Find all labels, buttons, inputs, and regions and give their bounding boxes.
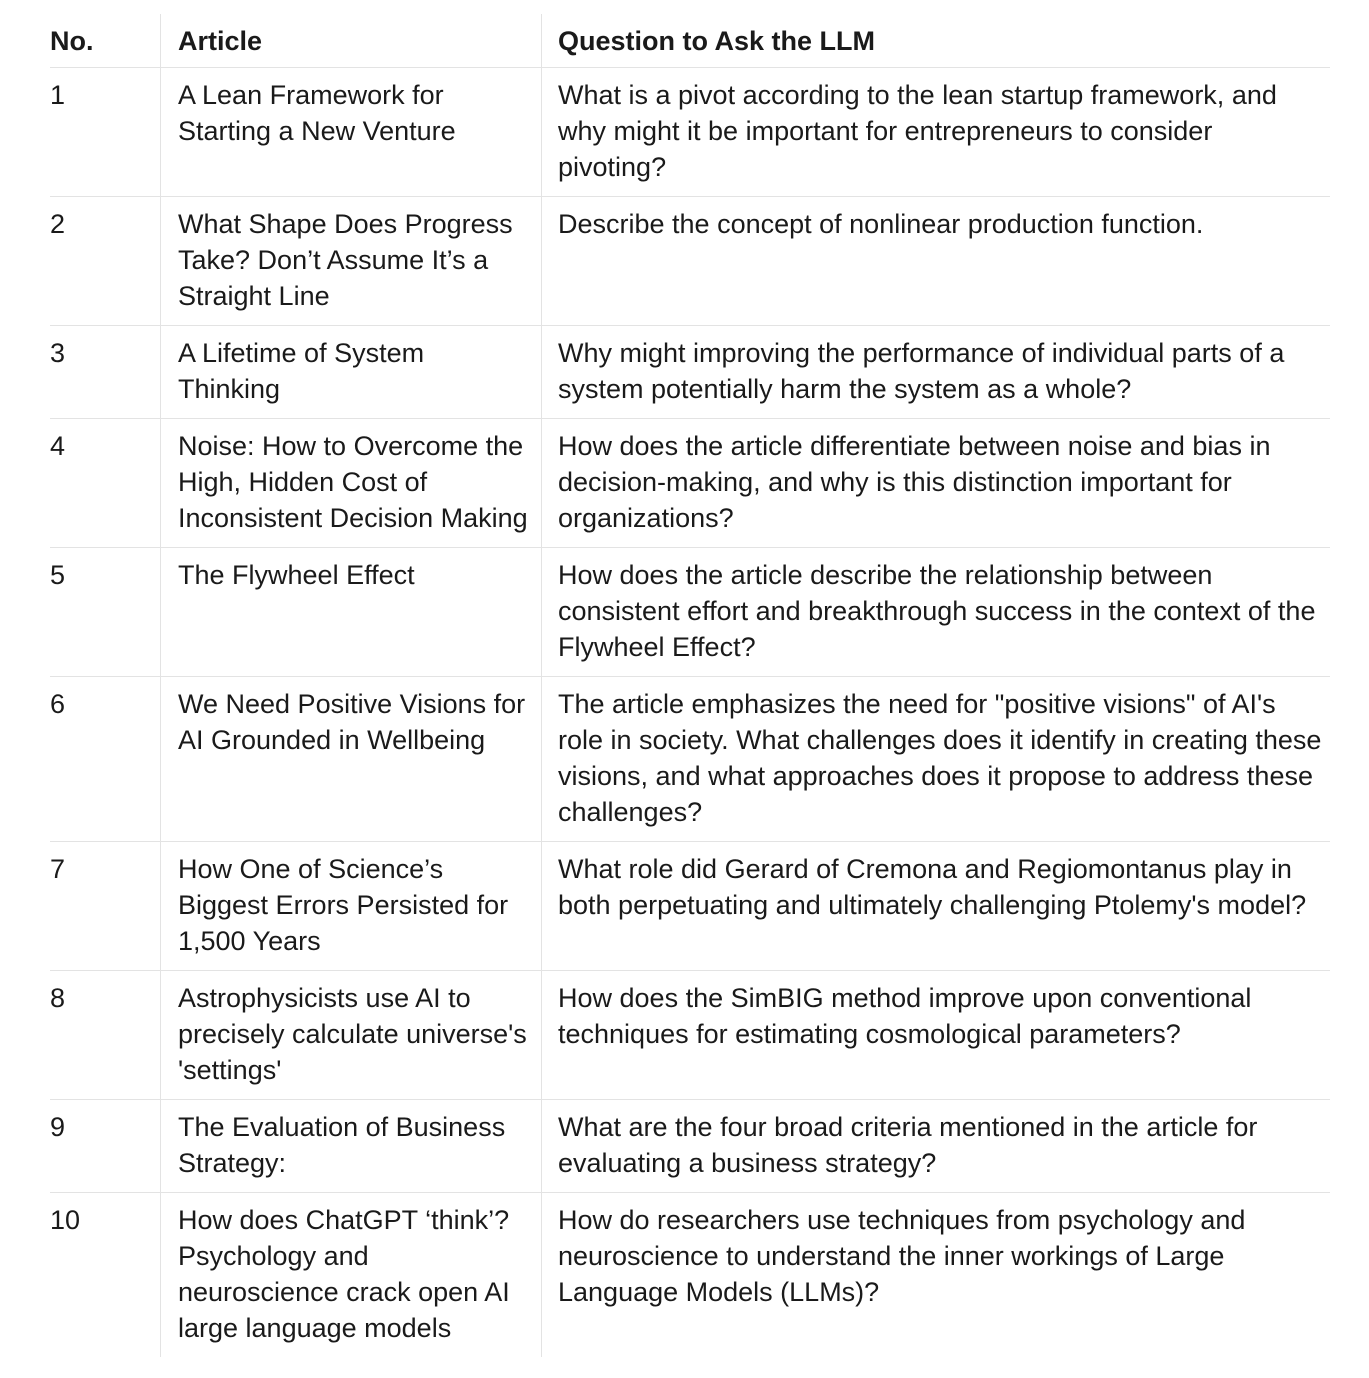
row-question: How does the SimBIG method improve upon conventional techniques for estimating cosmological parameters?	[541, 971, 1330, 1099]
row-number: 3	[50, 338, 66, 368]
header-article: Article	[160, 14, 541, 67]
row-article: Noise: How to Overcome the High, Hidden Cost of Inconsistent Decision Making	[160, 419, 541, 547]
row-question: What role did Gerard of Cremona and Regiomontanus play in both perpetuating and ultimately challenging Ptolemy's model?	[541, 842, 1330, 970]
row-article: How One of Science’s Biggest Errors Persisted for 1,500 Years	[160, 842, 541, 970]
row-number: 8	[50, 983, 66, 1013]
table-row	[50, 842, 1330, 971]
table-row	[50, 1193, 1330, 1357]
table-row	[50, 1100, 1330, 1193]
table-row	[50, 548, 1330, 677]
row-article: A Lean Framework for Starting a New Venture	[160, 68, 541, 196]
row-article: We Need Positive Visions for AI Grounded in Wellbeing	[160, 677, 541, 841]
row-article: What Shape Does Progress Take? Don’t Assume It’s a Straight Line	[160, 197, 541, 325]
row-question: Why might improving the performance of individual parts of a system potentially harm the system as a whole?	[541, 326, 1330, 418]
table-row	[50, 68, 1330, 197]
table-row	[50, 677, 1330, 842]
row-question: What is a pivot according to the lean startup framework, and why might it be important for entrepreneurs to consider pivoting?	[541, 68, 1330, 196]
row-number: 9	[50, 1112, 66, 1142]
table-row	[50, 197, 1330, 326]
row-article: Astrophysicists use AI to precisely calculate universe's 'settings'	[160, 971, 541, 1099]
row-number: 5	[50, 560, 66, 590]
row-question: How does the article differentiate between noise and bias in decision-making, and why is this distinction important for organizations?	[541, 419, 1330, 547]
row-article: How does ChatGPT ‘think’? Psychology and neuroscience crack open AI large language models	[160, 1193, 541, 1357]
row-number: 1	[50, 80, 66, 110]
row-question: How do researchers use techniques from psychology and neuroscience to understand the inner workings of Large Language Models (LLMs)?	[541, 1193, 1330, 1357]
table-header-row	[50, 14, 1330, 68]
row-number: 4	[50, 431, 66, 461]
header-no: No.	[50, 26, 94, 56]
row-number: 2	[50, 209, 66, 239]
row-article: The Evaluation of Business Strategy:	[160, 1100, 541, 1192]
table-row	[50, 419, 1330, 548]
articles-table	[50, 14, 1330, 1357]
table-row	[50, 971, 1330, 1100]
row-question: Describe the concept of nonlinear production function.	[541, 197, 1330, 325]
row-article: A Lifetime of System Thinking	[160, 326, 541, 418]
row-number: 7	[50, 854, 66, 884]
row-number: 10	[50, 1205, 81, 1235]
header-question: Question to Ask the LLM	[541, 14, 1330, 67]
row-article: The Flywheel Effect	[160, 548, 541, 676]
row-question: What are the four broad criteria mentioned in the article for evaluating a business strategy?	[541, 1100, 1330, 1192]
row-question: How does the article describe the relationship between consistent effort and breakthrough success in the context of the Flywheel Effect?	[541, 548, 1330, 676]
row-question: The article emphasizes the need for "positive visions" of AI's role in society. What challenges does it identify in creating these visions, and what approaches does it propose to address these challenges?	[541, 677, 1330, 841]
row-number: 6	[50, 689, 66, 719]
table-row	[50, 326, 1330, 419]
